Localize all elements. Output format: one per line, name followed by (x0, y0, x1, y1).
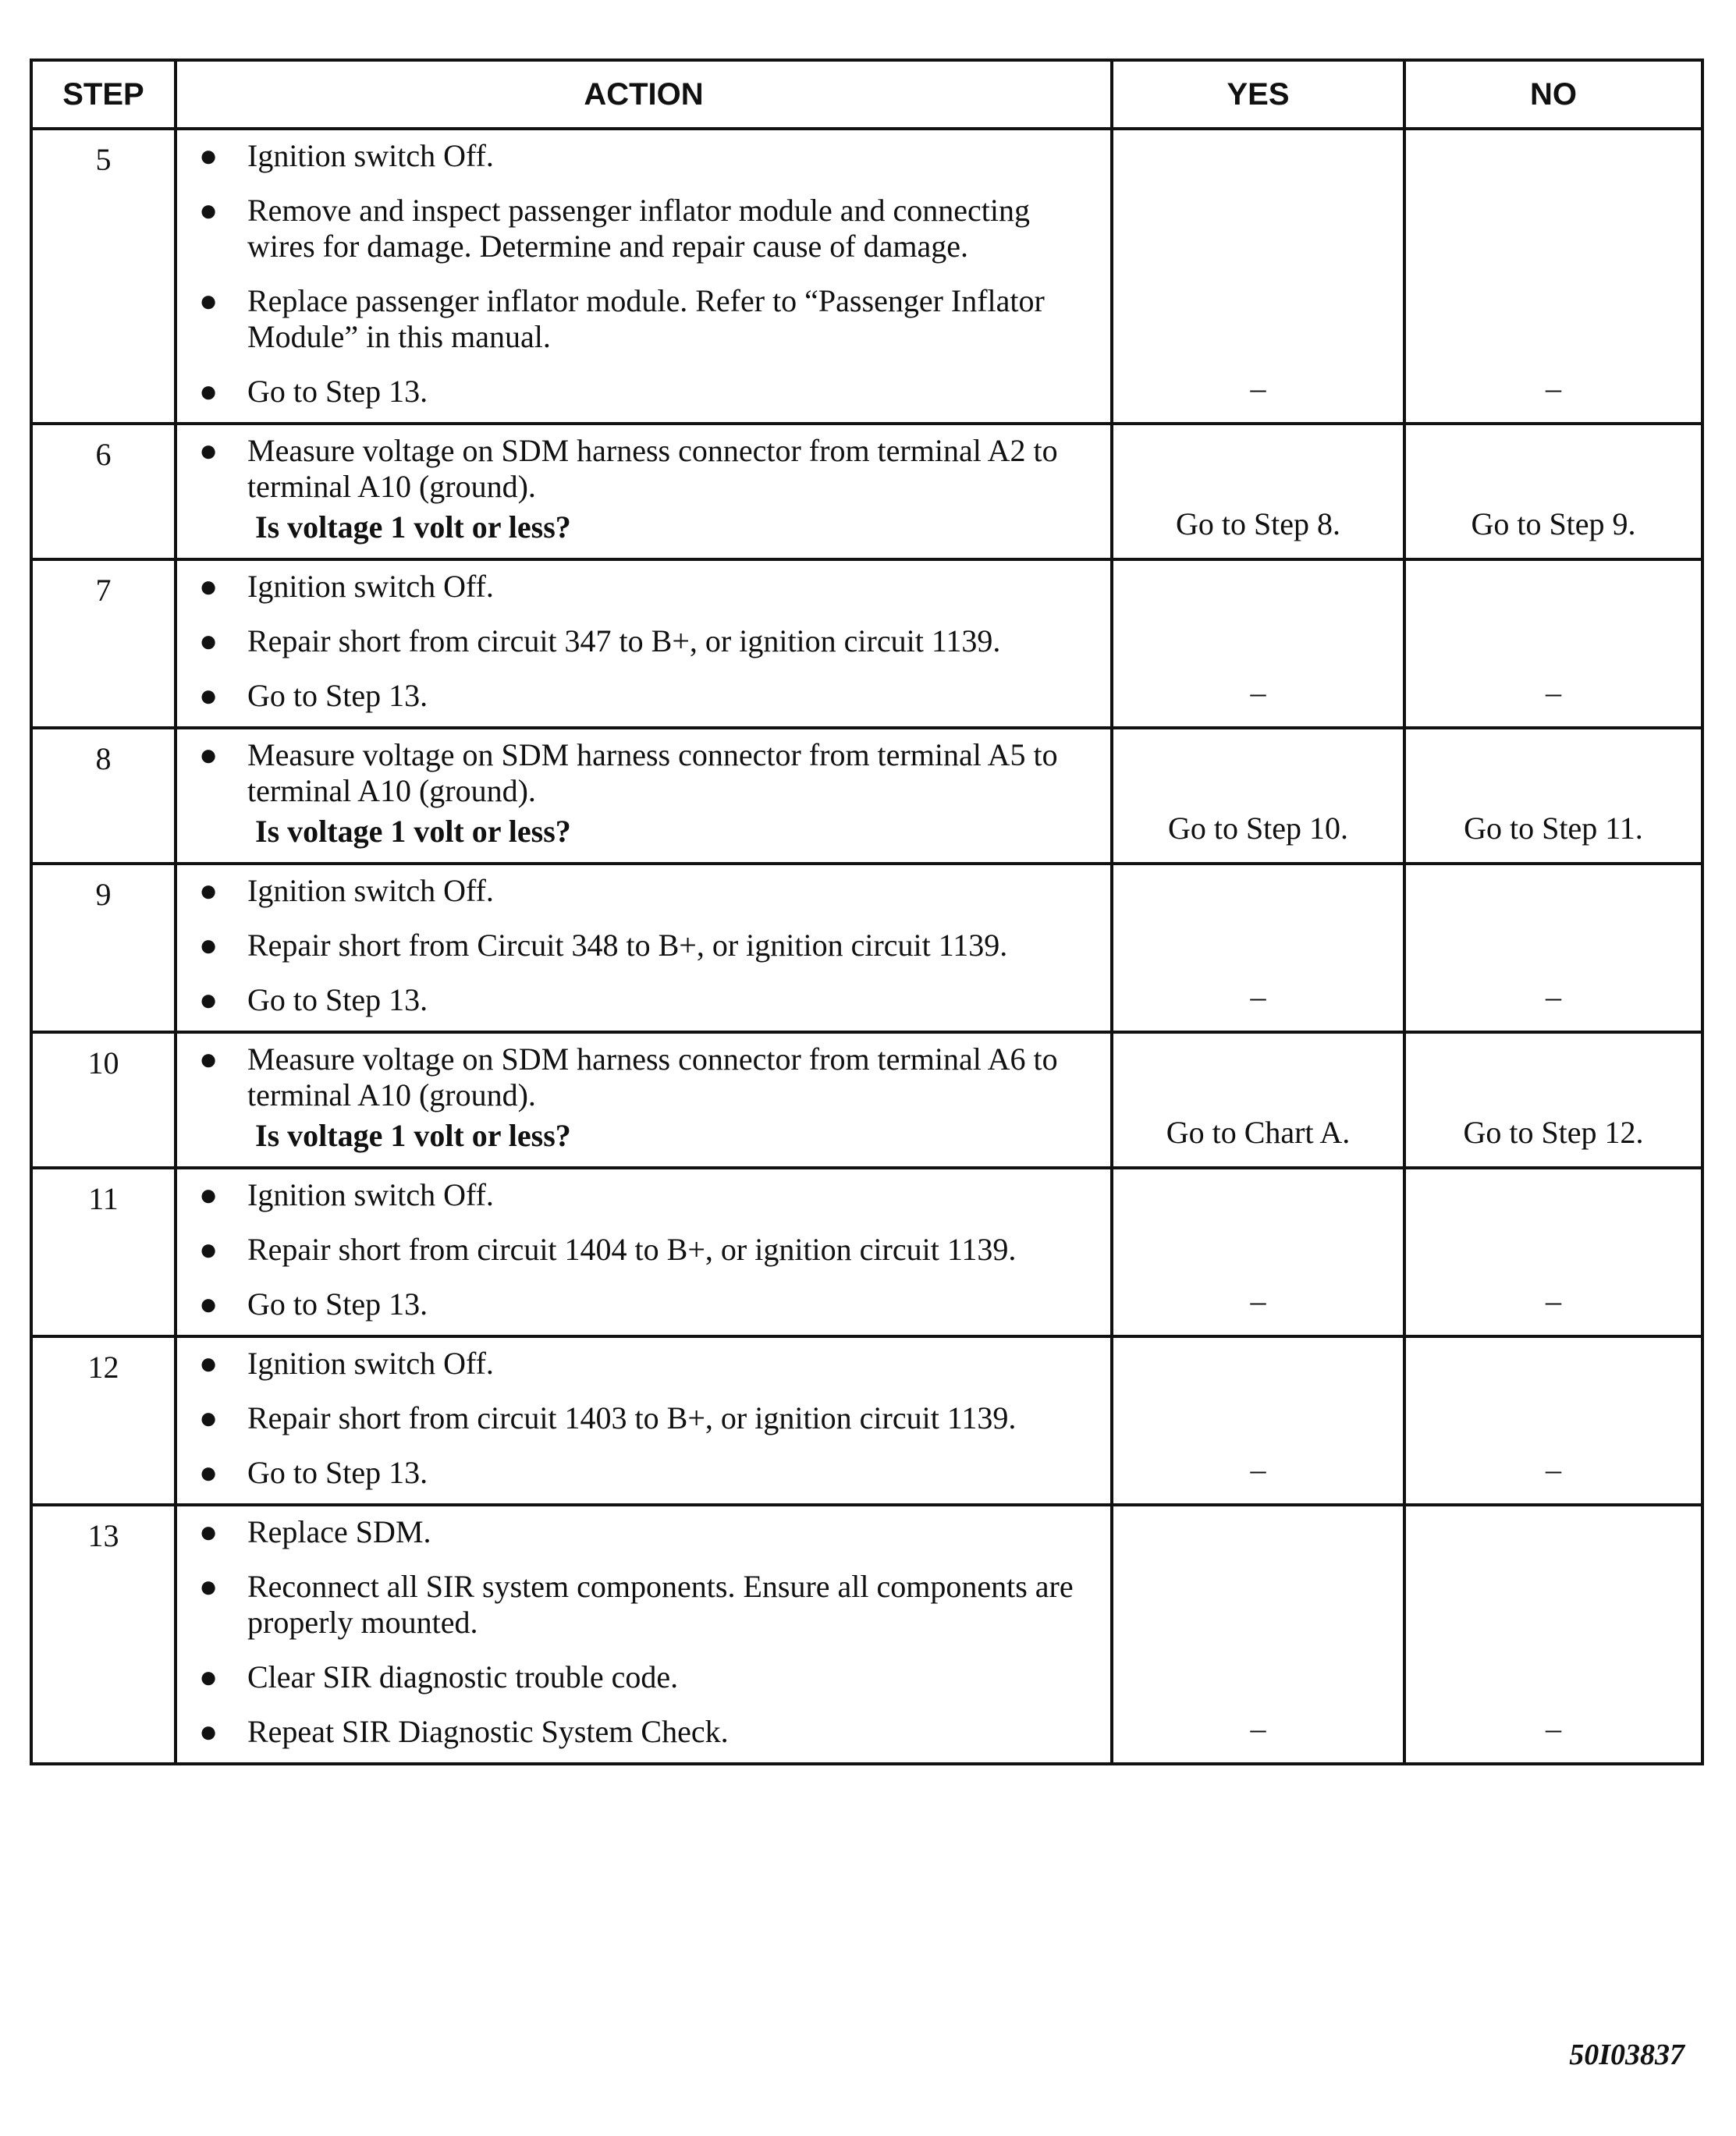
yes-result: – (1112, 864, 1404, 1032)
list-item (188, 1286, 1079, 1322)
action-text: Clear SIR diagnostic trouble code. (247, 1659, 679, 1694)
table-row (31, 864, 1702, 1032)
yes-result: Go to Chart A. (1112, 1032, 1404, 1168)
action-cell (176, 424, 1112, 559)
list-item (188, 1400, 1079, 1436)
action-cell (176, 1336, 1112, 1505)
action-text: Replace passenger inflator module. Refer to “Passenger Inflator Module” in this manual. (247, 283, 1045, 354)
bullet-icon: ● (199, 1569, 218, 1604)
yes-result: Go to Step 10. (1112, 728, 1404, 864)
bullet-icon: ● (199, 1455, 218, 1490)
action-text: Ignition switch Off. (247, 138, 494, 173)
action-list (188, 1346, 1079, 1491)
list-item (188, 374, 1079, 410)
action-text: Repeat SIR Diagnostic System Check. (247, 1714, 729, 1749)
action-text: Measure voltage on SDM harness connector from terminal A6 to terminal A10 (ground). (247, 1041, 1058, 1112)
header-action: ACTION (176, 60, 1112, 129)
list-item (188, 1455, 1079, 1491)
action-list (188, 737, 1079, 809)
bullet-icon: ● (199, 1514, 218, 1549)
header-no: NO (1404, 60, 1702, 129)
no-result: – (1404, 864, 1702, 1032)
list-item (188, 623, 1079, 659)
list-item (188, 678, 1079, 714)
no-result: – (1404, 1336, 1702, 1505)
step-number: 5 (31, 129, 176, 424)
list-item (188, 1346, 1079, 1382)
step-number: 9 (31, 864, 176, 1032)
list-item (188, 873, 1079, 909)
bullet-icon: ● (199, 569, 218, 604)
action-cell (176, 129, 1112, 424)
bullet-icon: ● (199, 374, 218, 409)
yes-result: Go to Step 8. (1112, 424, 1404, 559)
action-text: Measure voltage on SDM harness connector from terminal A5 to terminal A10 (ground). (247, 737, 1058, 808)
list-item (188, 737, 1079, 809)
action-text: Replace SDM. (247, 1514, 431, 1549)
bullet-icon: ● (199, 1177, 218, 1212)
action-cell (176, 1032, 1112, 1168)
list-item (188, 569, 1079, 605)
no-result: Go to Step 12. (1404, 1032, 1702, 1168)
action-cell (176, 1505, 1112, 1764)
action-text: Go to Step 13. (247, 982, 428, 1017)
no-result: – (1404, 1505, 1702, 1764)
step-number: 13 (31, 1505, 176, 1764)
list-item (188, 1569, 1079, 1641)
bullet-icon: ● (199, 1659, 218, 1694)
action-list (188, 1177, 1079, 1322)
action-text: Go to Step 13. (247, 1286, 428, 1322)
action-text: Repair short from circuit 1404 to B+, or ignition circuit 1139. (247, 1232, 1017, 1267)
list-item (188, 283, 1079, 355)
diagnostic-page (30, 59, 1701, 1765)
action-text: Repair short from Circuit 348 to B+, or ignition circuit 1139. (247, 928, 1008, 963)
list-item (188, 1041, 1079, 1113)
bullet-icon: ● (199, 1041, 218, 1077)
list-item (188, 1232, 1079, 1268)
action-text: Ignition switch Off. (247, 1177, 494, 1212)
header-step: STEP (31, 60, 176, 129)
action-cell (176, 559, 1112, 728)
bullet-icon: ● (199, 737, 218, 772)
no-result: – (1404, 559, 1702, 728)
list-item (188, 1514, 1079, 1550)
list-item (188, 1714, 1079, 1750)
bullet-icon: ● (199, 138, 218, 173)
list-item (188, 1177, 1079, 1213)
action-text: Go to Step 13. (247, 374, 428, 409)
table-row (31, 559, 1702, 728)
action-cell (176, 728, 1112, 864)
step-number: 7 (31, 559, 176, 728)
bullet-icon: ● (199, 433, 218, 468)
step-number: 8 (31, 728, 176, 864)
action-list (188, 138, 1079, 410)
list-item (188, 982, 1079, 1018)
yes-result: – (1112, 1505, 1404, 1764)
table-body (31, 129, 1702, 1764)
bullet-icon: ● (199, 193, 218, 228)
list-item (188, 193, 1079, 264)
question-text: Is voltage 1 volt or less? (255, 814, 571, 849)
action-text: Repair short from circuit 347 to B+, or ignition circuit 1139. (247, 623, 1001, 658)
bullet-icon: ● (199, 678, 218, 713)
list-item (188, 433, 1079, 505)
bullet-icon: ● (199, 1232, 218, 1267)
step-number: 12 (31, 1336, 176, 1505)
action-text: Reconnect all SIR system components. Ensure all components are properly mounted. (247, 1569, 1074, 1640)
bullet-icon: ● (199, 873, 218, 908)
yes-result: – (1112, 1336, 1404, 1505)
no-result: Go to Step 11. (1404, 728, 1702, 864)
action-text: Ignition switch Off. (247, 569, 494, 604)
table-row (31, 1505, 1702, 1764)
action-text: Go to Step 13. (247, 1455, 428, 1490)
yes-result: – (1112, 559, 1404, 728)
list-item (188, 138, 1079, 174)
action-text: Remove and inspect passenger inflator module and connecting wires for damage. Determine and repair cause of damage. (247, 193, 1031, 264)
header-row (31, 60, 1702, 129)
bullet-icon: ● (199, 1400, 218, 1435)
action-cell (176, 1168, 1112, 1336)
bullet-icon: ● (199, 623, 218, 658)
question-text: Is voltage 1 volt or less? (255, 1118, 571, 1153)
bullet-icon: ● (199, 1714, 218, 1749)
table-row (31, 1336, 1702, 1505)
bullet-icon: ● (199, 928, 218, 963)
action-list (188, 873, 1079, 1018)
table-row (31, 424, 1702, 559)
action-cell (176, 864, 1112, 1032)
no-result: Go to Step 9. (1404, 424, 1702, 559)
yes-result: – (1112, 129, 1404, 424)
no-result: – (1404, 1168, 1702, 1336)
list-item (188, 1659, 1079, 1695)
diagnostic-table (30, 59, 1704, 1765)
step-number: 6 (31, 424, 176, 559)
action-text: Go to Step 13. (247, 678, 428, 713)
table-row (31, 129, 1702, 424)
table-row (31, 1168, 1702, 1336)
table-row (31, 728, 1702, 864)
action-list (188, 1514, 1079, 1750)
action-list (188, 433, 1079, 505)
no-result: – (1404, 129, 1702, 424)
action-list (188, 569, 1079, 714)
bullet-icon: ● (199, 1286, 218, 1322)
action-text: Measure voltage on SDM harness connector from terminal A2 to terminal A10 (ground). (247, 433, 1058, 504)
bullet-icon: ● (199, 283, 218, 318)
action-text: Ignition switch Off. (247, 873, 494, 908)
bullet-icon: ● (199, 982, 218, 1017)
document-id: 50I03837 (1569, 2038, 1685, 2071)
yes-result: – (1112, 1168, 1404, 1336)
list-item (188, 928, 1079, 963)
bullet-icon: ● (199, 1346, 218, 1381)
table-row (31, 1032, 1702, 1168)
action-text: Ignition switch Off. (247, 1346, 494, 1381)
action-list (188, 1041, 1079, 1113)
question-text: Is voltage 1 volt or less? (255, 509, 571, 545)
action-text: Repair short from circuit 1403 to B+, or ignition circuit 1139. (247, 1400, 1017, 1435)
header-yes: YES (1112, 60, 1404, 129)
step-number: 10 (31, 1032, 176, 1168)
step-number: 11 (31, 1168, 176, 1336)
